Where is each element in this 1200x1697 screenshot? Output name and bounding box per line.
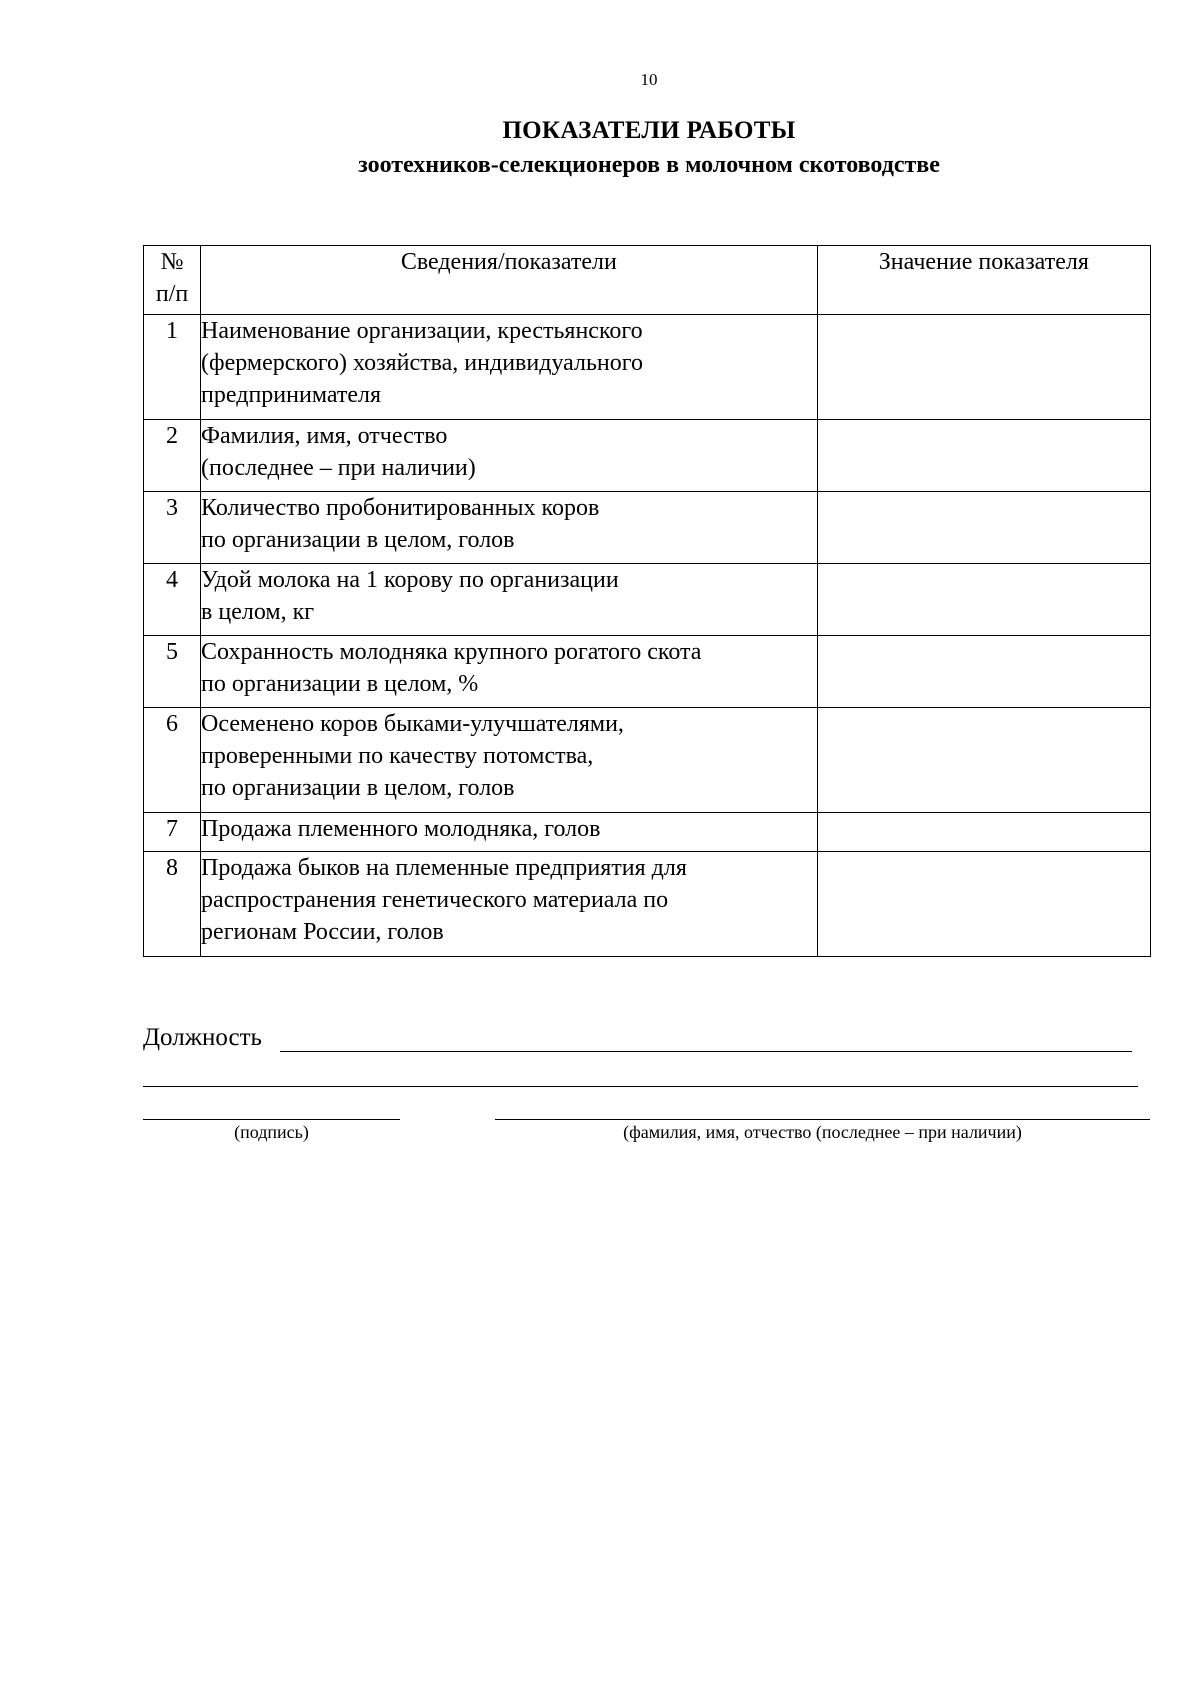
row-number: 5: [144, 636, 201, 708]
signature-line[interactable]: [143, 1119, 400, 1120]
page-number: 10: [640, 70, 658, 89]
header-number: [144, 246, 201, 315]
table-row: [144, 315, 1151, 420]
table-row: [144, 813, 1151, 852]
row-value-cell[interactable]: [817, 813, 1150, 852]
row-description: Продажа племенного молодняка, голов: [201, 813, 818, 852]
row-value-cell[interactable]: [817, 420, 1150, 492]
row-description: Наименование организации, крестьянского (фермерского) хозяйства, индивидуального предпринимателя: [201, 315, 818, 420]
name-caption: (фамилия, имя, отчество (последнее – при наличии): [623, 1122, 1022, 1142]
indicators-table: [143, 245, 1151, 957]
row-number: 8: [144, 852, 201, 957]
position-line[interactable]: [280, 1051, 1132, 1052]
header-number-label: № п/п: [155, 249, 189, 307]
row-description: Осеменено коров быками-улучшателями, проверенными по качеству потомства, по организации в целом, голов: [201, 708, 818, 813]
table-header-row: [144, 246, 1151, 315]
row-number: 1: [144, 315, 201, 420]
document-subtitle: зоотехников-селекционеров в молочном скотоводстве: [358, 152, 940, 178]
row-value-cell[interactable]: [817, 564, 1150, 636]
row-value-cell[interactable]: [817, 315, 1150, 420]
position-line-continued[interactable]: [143, 1086, 1138, 1087]
table-row: [144, 708, 1151, 813]
row-number: 3: [144, 492, 201, 564]
row-value-cell[interactable]: [817, 636, 1150, 708]
table-row: [144, 636, 1151, 708]
header-description: Сведения/показатели: [201, 246, 818, 315]
table-row: [144, 852, 1151, 957]
row-number: 6: [144, 708, 201, 813]
row-number: 4: [144, 564, 201, 636]
name-line[interactable]: [495, 1119, 1150, 1120]
position-label: Должность: [143, 1024, 262, 1051]
row-description: Количество пробонитированных коров по организации в целом, голов: [201, 492, 818, 564]
row-description: Удой молока на 1 корову по организации в целом, кг: [201, 564, 818, 636]
row-description: Продажа быков на племенные предприятия для распространения генетического материала по регионам России, голов: [201, 852, 818, 957]
row-value-cell[interactable]: [817, 492, 1150, 564]
row-value-cell[interactable]: [817, 708, 1150, 813]
row-number: 7: [144, 813, 201, 852]
table-row: [144, 564, 1151, 636]
signature-caption: (подпись): [234, 1122, 309, 1142]
table-row: [144, 420, 1151, 492]
row-number: 2: [144, 420, 201, 492]
document-title: ПОКАЗАТЕЛИ РАБОТЫ: [502, 117, 796, 144]
row-description: Фамилия, имя, отчество (последнее – при наличии): [201, 420, 818, 492]
table-row: [144, 492, 1151, 564]
row-description: Сохранность молодняка крупного рогатого скота по организации в целом, %: [201, 636, 818, 708]
header-value: Значение показателя: [817, 246, 1150, 315]
row-value-cell[interactable]: [817, 852, 1150, 957]
